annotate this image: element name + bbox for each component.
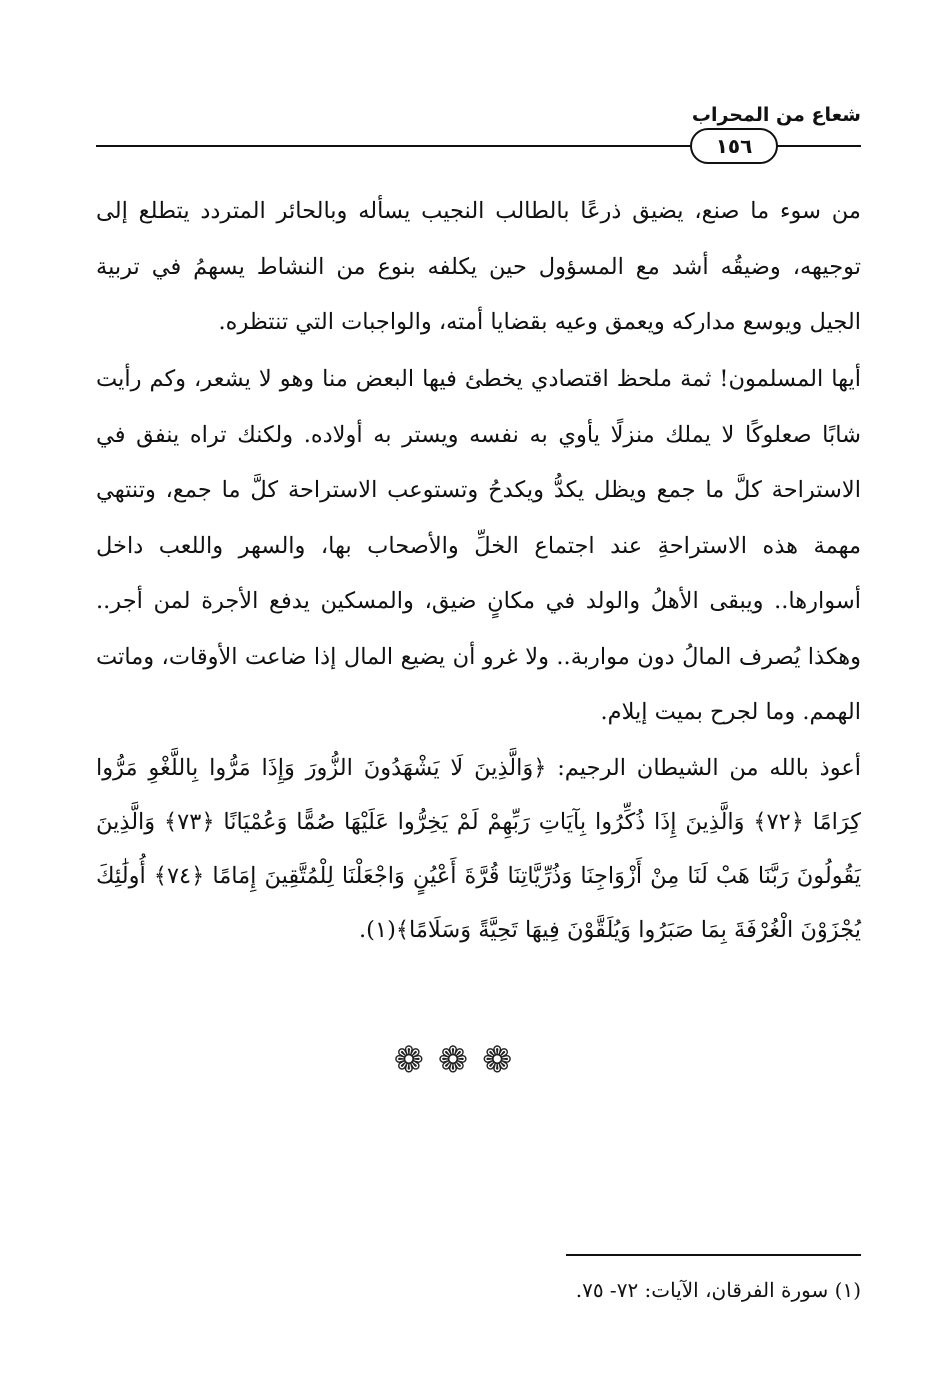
paragraph-1: من سوء ما صنع، يضيق ذرعًا بالطالب النجيب يسأله وبالحائر المتردد يتطلع إلى توجيهه، وضيقُه أشد مع المسؤول حين يكلفه بنوع من النشاط يسهمُ في تربية الجيل ويوسع مداركه ويعمق وعيه بقضايا أمته، والواجبات التي تنتظره. [96,198,861,335]
paragraph-2: أيها المسلمون! ثمة ملحظ اقتصادي يخطئ فيها البعض منا وهو لا يشعر، وكم رأيت شابًا صعلوكًا لا يملك منزلًا يأوي به نفسه ويستر به أولاده. ولكنك تراه ينفق في الاستراحة كلَّ ما جمع ويظل يكدُّ ويكدحُ وتستوعب الاستراحة كلَّ ما جمع، وتنتهي مهمة هذه الاستراحةِ عند اجتماع الخلِّ والأصحاب بها، والسهر واللعب داخل أسوارها.. ويبقى الأهلُ والولد في مكانٍ ضيق، والمسكين يدفع الأجرة لمن أجر.. وهكذا يُصرف المالُ دون مواربة.. ولا غرو أن يضيع المال إذا ضاعت الأوقات، وماتت الهمم. وما لجرح بميت إيلام. [96,366,861,725]
running-title: شعاع من المحراب [691,104,861,126]
footnote: (١) سورة الفرقان، الآيات: ٧٢- ٧٥. [575,1278,861,1302]
footnote-rule [566,1254,861,1256]
quran-quote-paragraph: أعوذ بالله من الشيطان الرجيم: ﴿وَالَّذِينَ لَا يَشْهَدُونَ الزُّورَ وَإِذَا مَرُّوا بِاللَّغْوِ مَرُّوا كِرَامًا ﴿٧٢﴾ وَالَّذِينَ إِذَا ذُكِّرُوا بِآيَاتِ رَبِّهِمْ لَمْ يَخِرُّوا عَلَيْهَا صُمًّا وَعُمْيَانًا ﴿٧٣﴾ وَالَّذِينَ يَقُولُونَ رَبَّنَا هَبْ لَنَا مِنْ أَزْوَاجِنَا وَذُرِّيَّاتِنَا قُرَّةَ أَعْيُنٍ وَاجْعَلْنَا لِلْمُتَّقِينَ إِمَامًا ﴿٧٤﴾ أُولَٰئِكَ يُجْزَوْنَ الْغُرْفَةَ بِمَا صَبَرُوا وَيُلَقَّوْنَ فِيهَا تَحِيَّةً وَسَلَامًا﴾(١). [96,755,862,943]
page-number: ١٥٦ [690,128,778,164]
section-ornament-icon: ❁❁❁ [393,1040,527,1081]
